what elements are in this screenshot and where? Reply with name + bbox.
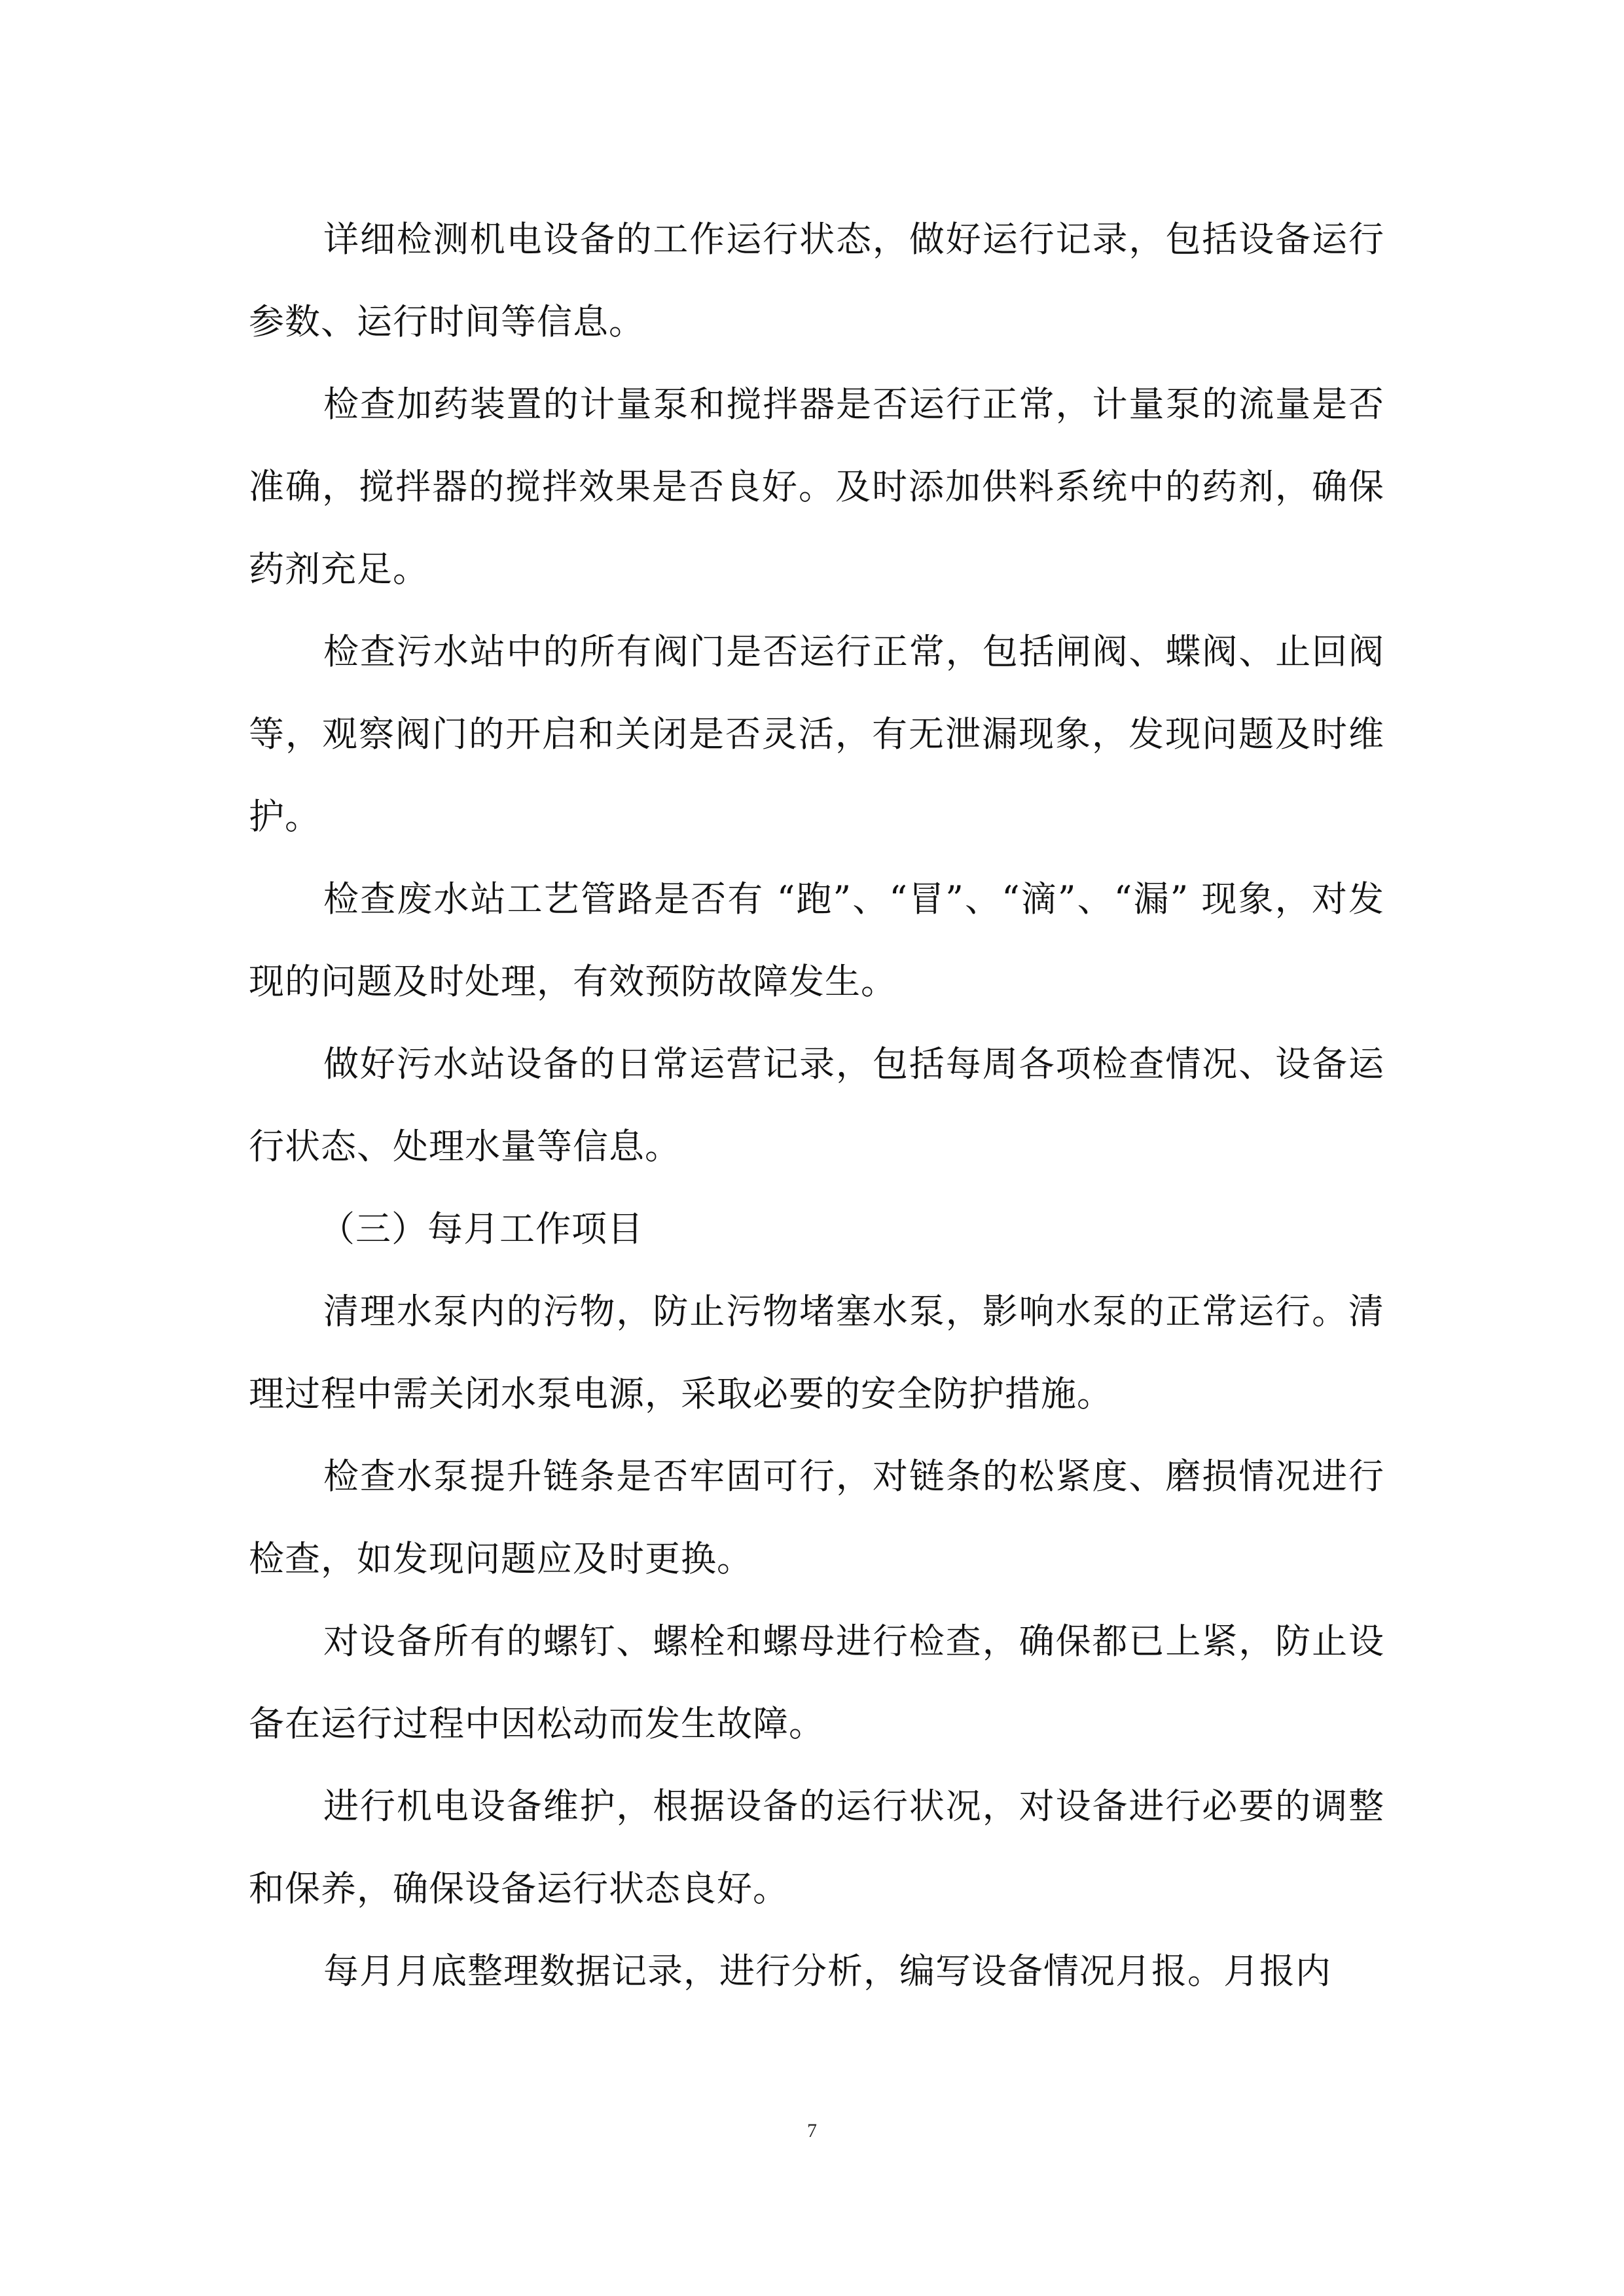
paragraph-valves: 检查污水站中的所有阀门是否运行正常，包括闸阀、蝶阀、止回阀等，观察阀门的开启和关闭是否灵活，有无泄漏现象，发现问题及时维护。 [249, 631, 1384, 837]
section-heading-monthly-tasks: （三）每月工作项目 [319, 1208, 643, 1249]
paragraph-pipelines: 检查废水站工艺管路是否有 “跑”、“冒”、“滴”、“漏” 现象，对发现的问题及时处理，有效预防故障发生。 [249, 878, 1384, 1002]
paragraph-maintenance: 进行机电设备维护，根据设备的运行状况，对设备进行必要的调整和保养，确保设备运行状态良好。 [249, 1785, 1384, 1909]
paragraph-equipment-status: 详细检测机电设备的工作运行状态，做好运行记录，包括设备运行参数、运行时间等信息。 [249, 219, 1384, 342]
paragraph-fasteners: 对设备所有的螺钉、螺栓和螺母进行检查，确保都已上紧，防止设备在运行过程中因松动而发生故障。 [249, 1621, 1384, 1744]
page-number: 7 [807, 2120, 817, 2142]
paragraph-dosing-device: 检查加药装置的计量泵和搅拌器是否运行正常，计量泵的流量是否准确，搅拌器的搅拌效果是否良好。及时添加供料系统中的药剂，确保药剂充足。 [249, 384, 1384, 590]
paragraph-daily-records: 做好污水站设备的日常运营记录，包括每周各项检查情况、设备运行状态、处理水量等信息。 [249, 1043, 1384, 1167]
document-body [249, 198, 1384, 2013]
paragraph-pump-cleaning: 清理水泵内的污物，防止污物堵塞水泵，影响水泵的正常运行。清理过程中需关闭水泵电源，采取必要的安全防护措施。 [249, 1291, 1384, 1414]
paragraph-monthly-report: 每月月底整理数据记录，进行分析，编写设备情况月报。月报内 [323, 1950, 1331, 1992]
paragraph-lift-chain: 检查水泵提升链条是否牢固可行，对链条的松紧度、磨损情况进行检查，如发现问题应及时更换。 [249, 1456, 1384, 1579]
